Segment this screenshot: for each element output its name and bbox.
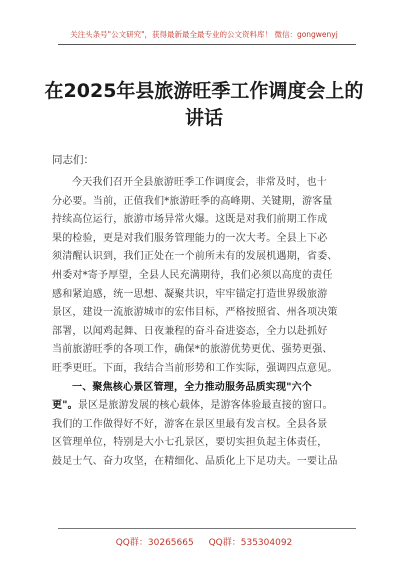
text-line: 鼓足士气、奋力攻坚，在精细化、品质化上下足功夫。一要让品 [52,455,338,467]
text-line: 果的检验，更是对我们服务管理能力的一次大考。全县上下必 [52,232,328,244]
page-title: 在2025年县旅游旺季工作调度会上的讲话 [44,80,364,129]
section-heading: 一、聚焦核心景区管理，全力推动服务品质实现"六个 [72,381,313,393]
header-note: 关注头条号"公文研究"，获得最新最全最专业的公文资料库！ 微信：gongwenyj [70,30,338,39]
text-line: 感和紧迫感，统一思想、凝聚共识，牢牢锚定打造世界级旅游 [52,288,328,300]
text-line: 我们的工作做得好不好，游客在景区里最有发言权。全县各景 [52,418,328,430]
text-line: 部署，以闻鸡起舞、日夜兼程的奋斗奋进姿态，全力以赴抓好 [52,325,328,337]
section-heading-continuation: 更"。 [52,400,78,412]
footer-divider [58,528,356,529]
document-body [52,174,358,472]
text-line: 景区，建设一流旅游城市的宏伟目标，严格按照省、州各项决策 [52,307,338,319]
text-line: 州委对*寄予厚望，全县人民充满期待，我们必须以高度的责任 [52,269,333,281]
footer [0,535,408,548]
text-line: 旺季更旺。下面，我结合当前形势和工作实际，强调四点意见。 [52,362,338,374]
footer-qq-group-2: QQ群：535304092 [208,538,293,548]
text-line: 持续高位运行，旅游市场异常火爆。这既是对我们前期工作成 [52,214,328,226]
text-line: 更"。景区是旅游发展的核心载体，是游客体验最直接的窗口。 [52,400,333,412]
text-line: 分必要。当前，正值我们*旅游旺季的高峰期、关键期，游客量 [52,195,333,207]
text-line: 须清醒认识到，我们正处在一个前所未有的发展机遇期，省委、 [52,251,338,263]
text-line: 今天我们召开全县旅游旺季工作调度会，非常及时，也十 [72,177,327,188]
header-divider [58,44,356,45]
text-line: 区管理单位，特别是大小七孔景区，要切实担负起主体责任， [52,437,328,449]
text-line: 当前旅游旺季的各项工作，确保*的旅游优势更优、强势更强、 [52,344,333,356]
footer-qq-group-1: QQ群：30265665 [115,538,194,548]
salutation: 同志们： [52,154,94,166]
